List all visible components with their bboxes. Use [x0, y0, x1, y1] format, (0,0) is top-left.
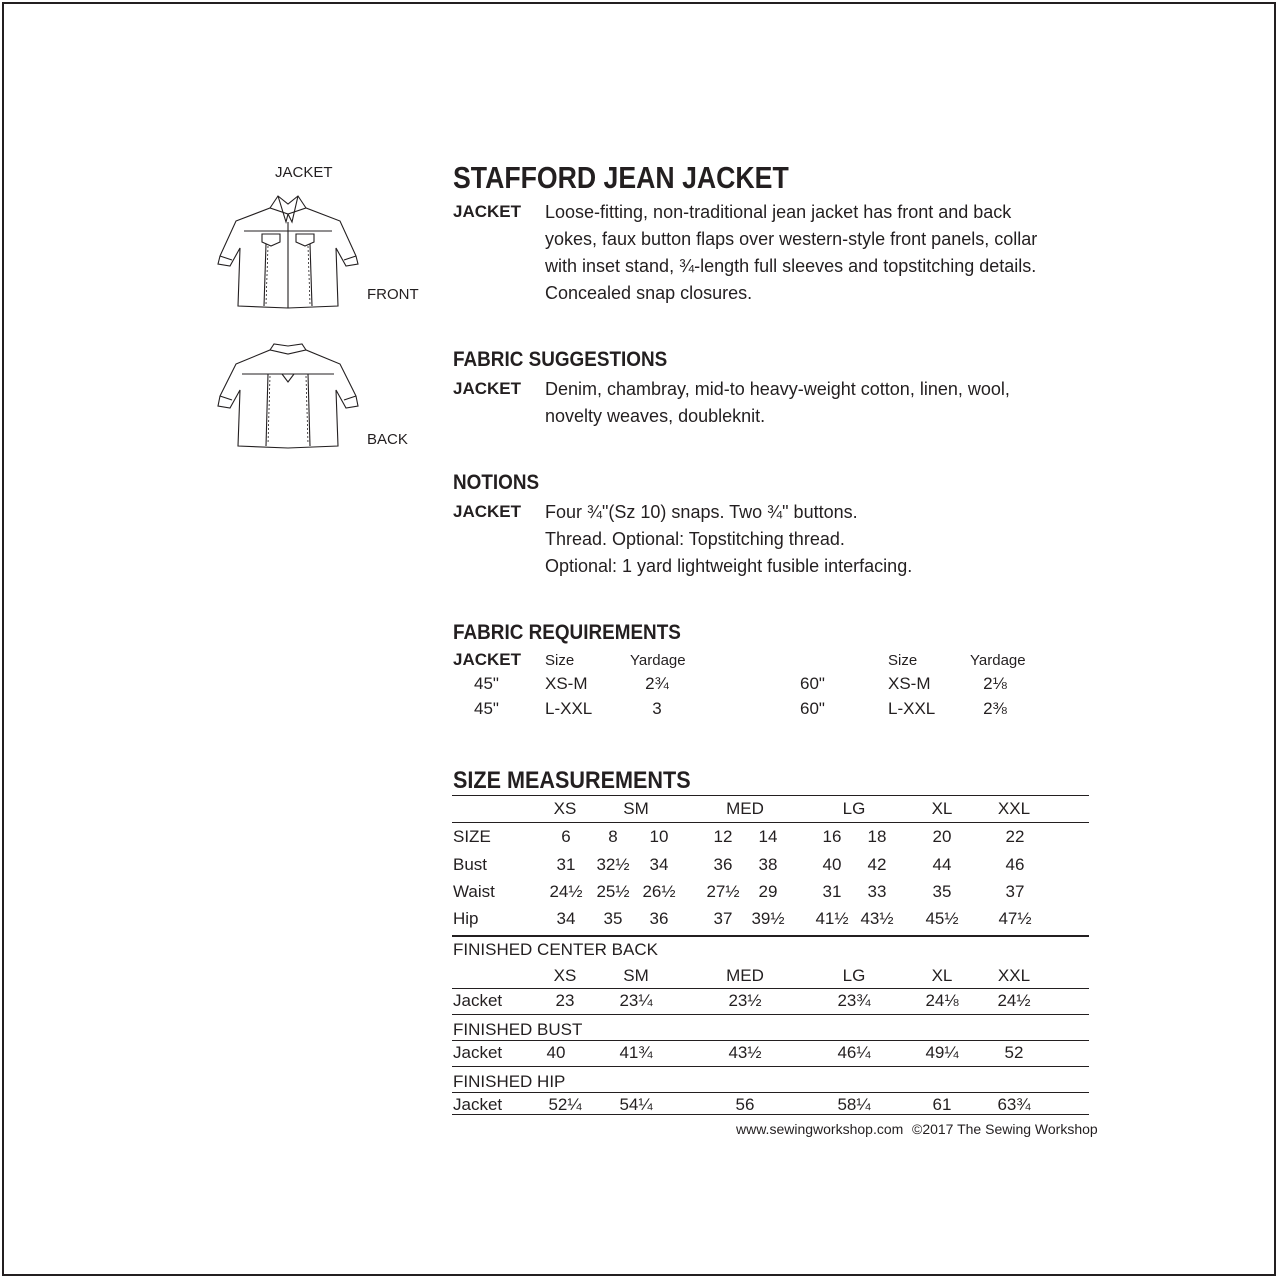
value: 58¼ — [837, 1095, 871, 1114]
value: 24½ — [997, 991, 1031, 1010]
size-group-header: XXL — [997, 799, 1031, 818]
divider — [452, 1114, 1089, 1115]
yardage-column-header: Yardage — [970, 652, 1026, 669]
fabric-suggestions-text: Denim, chambray, mid-to heavy-weight cotton, linen, wool, novelty weaves, doubleknit. — [545, 379, 1010, 426]
value: 40 — [546, 1043, 566, 1062]
row-label: Waist — [453, 882, 495, 901]
size-group-header: SM — [623, 799, 649, 818]
value: 36 — [713, 855, 733, 874]
fabric-yardage: 2⅛ — [983, 674, 1007, 693]
value: 8 — [608, 827, 618, 846]
value: 43½ — [728, 1043, 762, 1062]
divider — [452, 935, 1089, 937]
value: 32½ — [596, 855, 630, 874]
size-group-header: MED — [726, 966, 764, 985]
fabric-width: 60" — [800, 699, 825, 718]
fabric-suggestions-tag: JACKET — [453, 379, 522, 398]
value: 33 — [867, 882, 887, 901]
divider — [452, 1014, 1089, 1015]
value: 31 — [556, 855, 576, 874]
value: 27½ — [706, 882, 740, 901]
value: 44 — [932, 855, 952, 874]
description-tag: JACKET — [453, 202, 522, 221]
value: 6 — [561, 827, 571, 846]
value: 41¾ — [619, 1043, 653, 1062]
row-label: Jacket — [453, 991, 503, 1010]
row-label: Bust — [453, 855, 488, 874]
value: 42 — [867, 855, 887, 874]
divider — [452, 1040, 1089, 1041]
fabric-size: L-XXL — [545, 699, 593, 718]
finished-hip-heading: FINISHED HIP — [453, 1072, 566, 1091]
value: 52¼ — [548, 1095, 582, 1114]
page-title: STAFFORD JEAN JACKET — [453, 160, 789, 195]
value: 37 — [1005, 882, 1025, 901]
value: 16 — [822, 827, 842, 846]
size-group-header: MED — [726, 799, 764, 818]
value: 29 — [758, 882, 778, 901]
value: 61 — [932, 1095, 952, 1114]
size-column-header: Size — [545, 652, 575, 669]
copyright-text: ©2017 The Sewing Workshop — [912, 1121, 1098, 1137]
front-view-label: FRONT — [367, 286, 419, 303]
value: 23¼ — [619, 991, 653, 1010]
fabric-width: 45" — [474, 699, 499, 718]
jacket-illustration-label: JACKET — [275, 164, 333, 181]
value: 18 — [867, 827, 887, 846]
divider — [452, 988, 1089, 989]
row-label: Jacket — [453, 1043, 503, 1062]
fabric-yardage: 2¾ — [645, 674, 669, 693]
value: 35 — [603, 909, 623, 928]
value: 36 — [649, 909, 669, 928]
divider — [452, 795, 1089, 796]
value: 23 — [555, 991, 575, 1010]
back-view-label: BACK — [367, 431, 408, 448]
row-label: SIZE — [453, 827, 491, 846]
value: 26½ — [642, 882, 676, 901]
notions-heading: NOTIONS — [453, 471, 540, 494]
value: 54¼ — [619, 1095, 653, 1114]
size-column-header: Size — [888, 652, 918, 669]
value: 38 — [758, 855, 778, 874]
value: 52 — [1004, 1043, 1024, 1062]
description-text: Loose-fitting, non-traditional jean jacket has front and back yokes, faux button flaps over western-style front panels, collar with inset stand, ¾-length full sleeves and topstitching details. Concealed snap closures. — [545, 202, 1038, 303]
value: 37 — [713, 909, 733, 928]
value: 35 — [932, 882, 952, 901]
size-measurements-heading: SIZE MEASUREMENTS — [453, 767, 691, 794]
row-label: Hip — [453, 909, 479, 928]
value: 41½ — [815, 909, 849, 928]
value: 56 — [735, 1095, 755, 1114]
size-group-header: SM — [623, 966, 649, 985]
value: 49¼ — [925, 1043, 959, 1062]
value: 12 — [713, 827, 733, 846]
size-group-header: LG — [842, 966, 866, 985]
size-group-header: XXL — [997, 966, 1031, 985]
value: 24⅛ — [925, 991, 959, 1010]
row-label: Jacket — [453, 1095, 503, 1114]
divider — [452, 1066, 1089, 1067]
value: 45½ — [925, 909, 959, 928]
finished-bust-heading: FINISHED BUST — [453, 1020, 583, 1039]
fabric-size: L-XXL — [888, 699, 936, 718]
value: 22 — [1005, 827, 1025, 846]
value: 47½ — [998, 909, 1032, 928]
value: 46¼ — [837, 1043, 871, 1062]
value: 63¾ — [997, 1095, 1031, 1114]
notions-text: Four ¾"(Sz 10) snaps. Two ¾" buttons. Thread. Optional: Topstitching thread. Optional: 1 yard lightweight fusible interfacing. — [545, 502, 913, 576]
value: 40 — [822, 855, 842, 874]
fabric-requirements-tag: JACKET — [453, 650, 522, 669]
fabric-requirements-heading: FABRIC REQUIREMENTS — [453, 621, 681, 644]
jacket-front-illustration — [208, 186, 368, 316]
value: 24½ — [549, 882, 583, 901]
value: 25½ — [596, 882, 630, 901]
value: 43½ — [860, 909, 894, 928]
finished-center-back-heading: FINISHED CENTER BACK — [453, 940, 658, 959]
value: 39½ — [751, 909, 785, 928]
size-group-header: XL — [931, 966, 953, 985]
value: 31 — [822, 882, 842, 901]
fabric-width: 60" — [800, 674, 825, 693]
size-group-header: LG — [842, 799, 866, 818]
jacket-back-illustration — [208, 334, 368, 454]
value: 34 — [649, 855, 669, 874]
notions-tag: JACKET — [453, 502, 522, 521]
fabric-yardage: 3 — [652, 699, 662, 718]
value: 20 — [932, 827, 952, 846]
fabric-size: XS-M — [545, 674, 588, 693]
divider — [452, 822, 1089, 823]
fabric-size: XS-M — [888, 674, 931, 693]
value: 46 — [1005, 855, 1025, 874]
value: 10 — [649, 827, 669, 846]
fabric-suggestions-heading: FABRIC SUGGESTIONS — [453, 348, 668, 371]
website-link[interactable]: www.sewingworkshop.com — [736, 1121, 904, 1137]
value: 34 — [556, 909, 576, 928]
divider — [452, 1092, 1089, 1093]
value: 23½ — [728, 991, 762, 1010]
value: 14 — [758, 827, 778, 846]
size-group-header: XS — [553, 966, 577, 985]
value: 23¾ — [837, 991, 871, 1010]
size-group-header: XL — [931, 799, 953, 818]
yardage-column-header: Yardage — [630, 652, 686, 669]
size-group-header: XS — [553, 799, 577, 818]
fabric-yardage: 2⅜ — [983, 699, 1007, 718]
fabric-width: 45" — [474, 674, 499, 693]
